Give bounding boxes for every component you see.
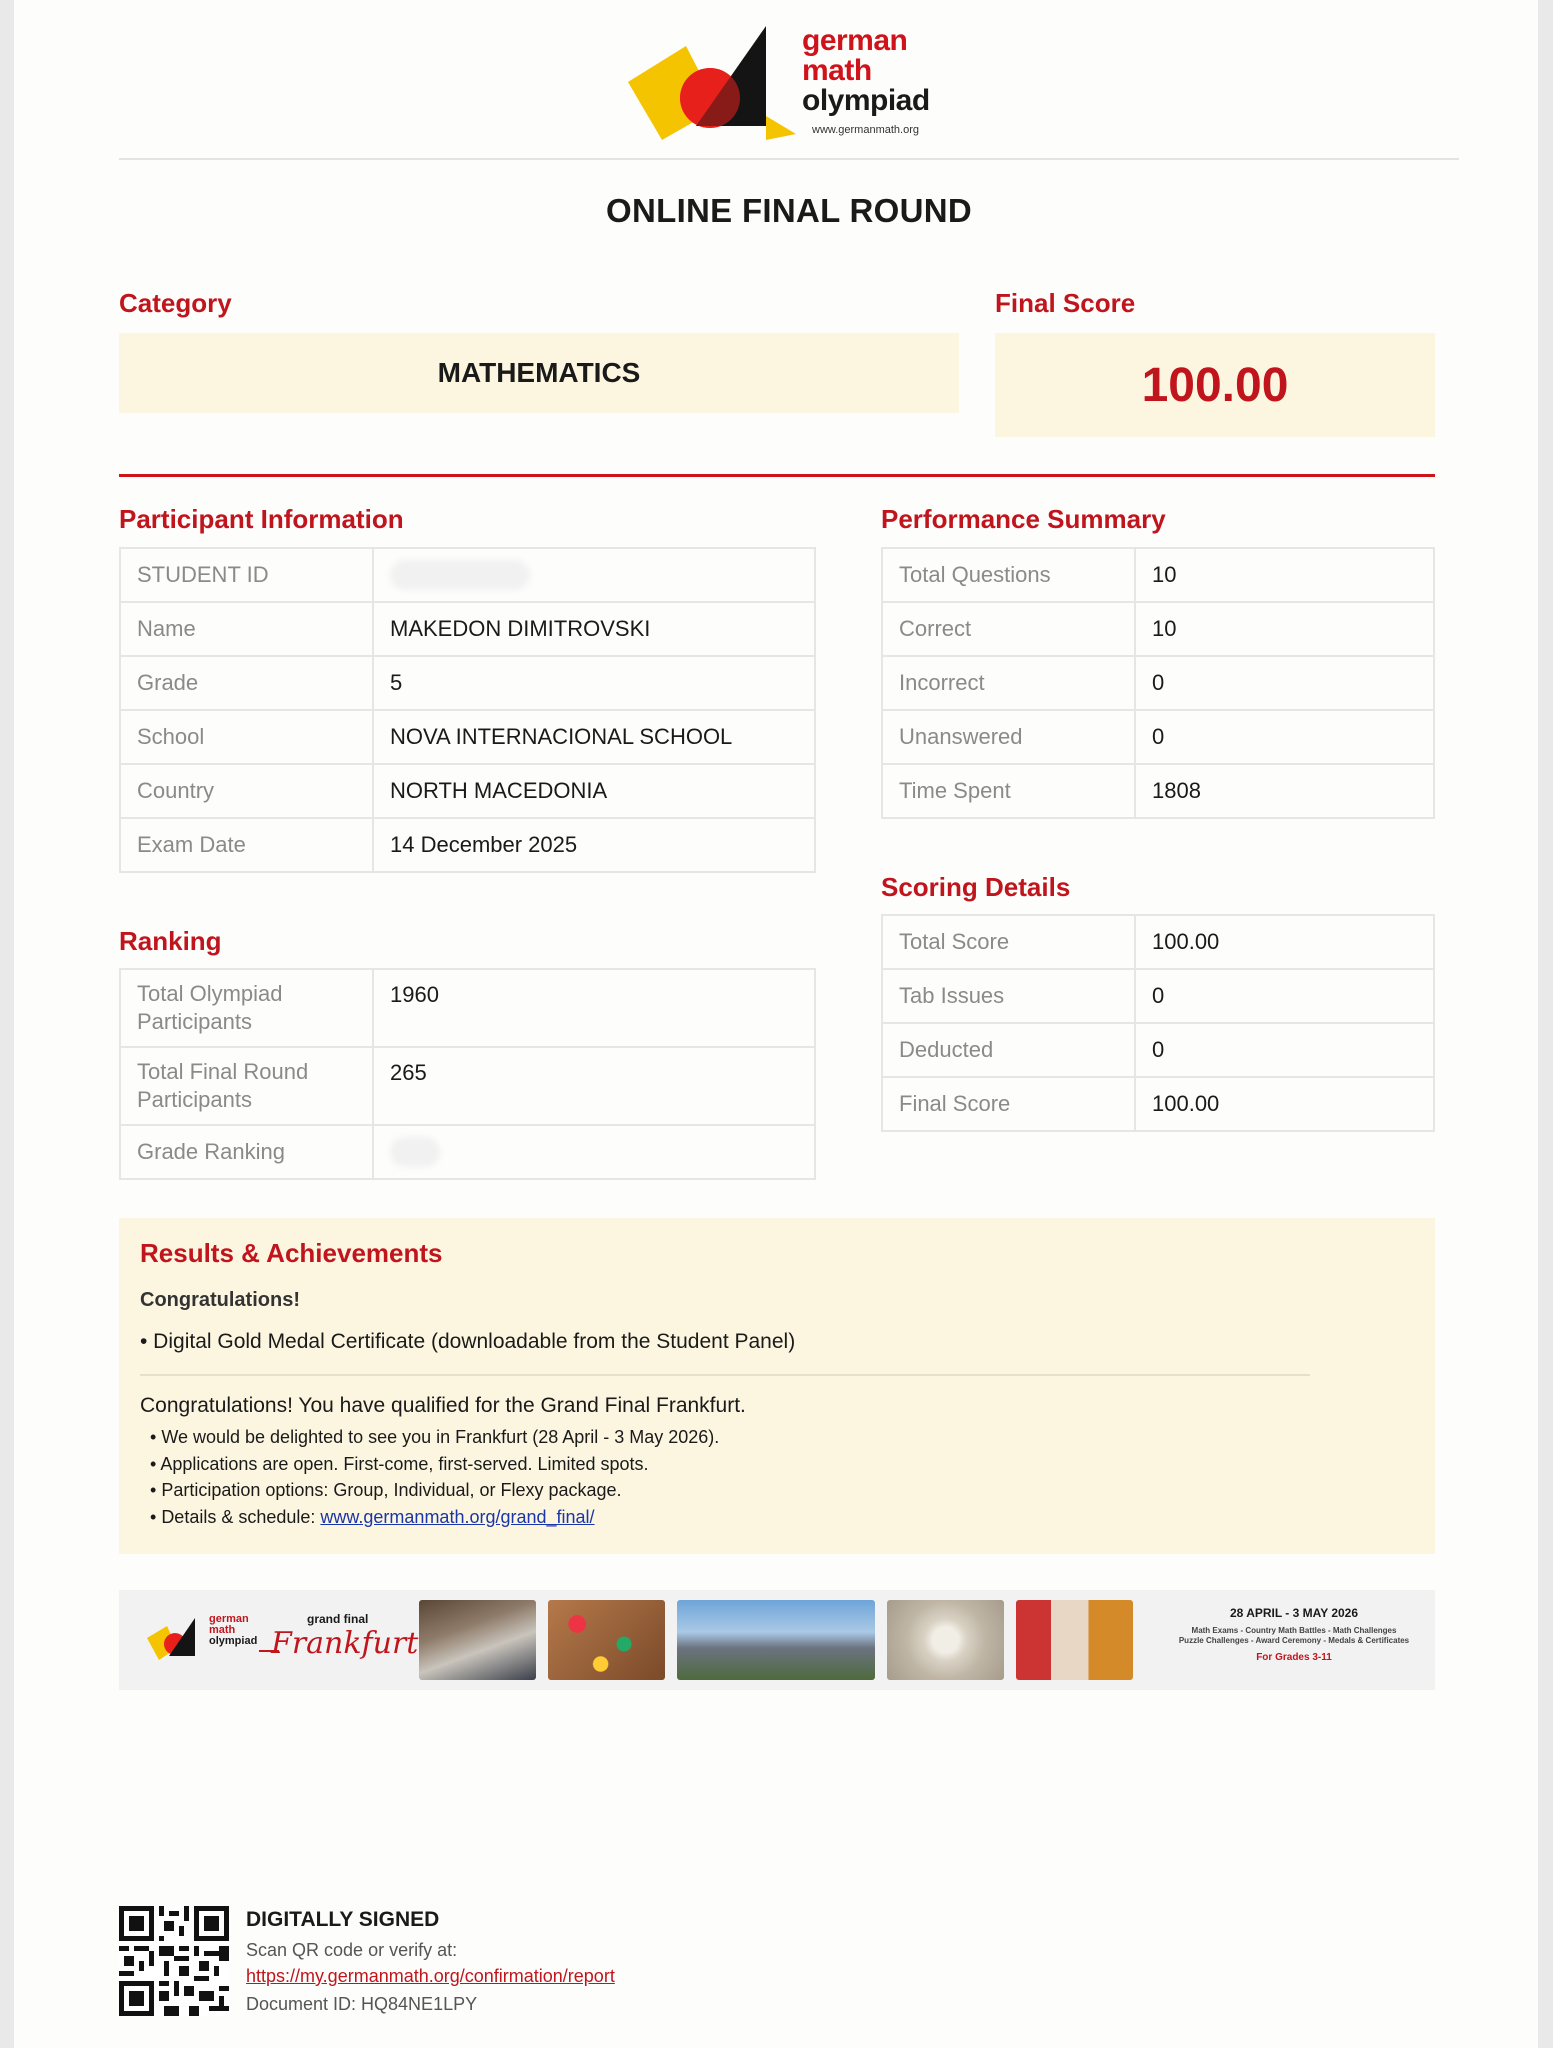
participant-info-table bbox=[119, 547, 816, 873]
final-score-value: 100.00 bbox=[995, 333, 1435, 437]
list-item: • Participation options: Group, Individual, or Flexy package. bbox=[150, 1477, 1340, 1504]
table-row bbox=[120, 656, 815, 710]
medalists-photo bbox=[1016, 1600, 1133, 1680]
exam-hall-photo bbox=[419, 1600, 536, 1680]
math-puzzle-photo bbox=[548, 1600, 665, 1680]
logo-line-2: math bbox=[802, 54, 872, 87]
scan-instructions: Scan QR code or verify at: bbox=[246, 1940, 458, 1960]
category-value: MATHEMATICS bbox=[119, 333, 959, 413]
header-divider bbox=[119, 158, 1459, 160]
banner-logo-text: german math olympiad bbox=[209, 1613, 258, 1647]
table-row bbox=[120, 710, 815, 764]
row-value: 1808 bbox=[1135, 764, 1434, 818]
math-art-photo bbox=[887, 1600, 1004, 1680]
category-label: Category bbox=[119, 288, 232, 318]
row-value: 10 bbox=[1135, 548, 1434, 602]
qr-code[interactable] bbox=[119, 1906, 229, 2016]
banner-dates: 28 APRIL - 3 MAY 2026 bbox=[1229, 1606, 1359, 1620]
row-value: 0 bbox=[1135, 656, 1434, 710]
banner-info bbox=[1154, 1606, 1434, 1663]
row-value: 100.00 bbox=[1135, 1077, 1434, 1131]
row-key: STUDENT ID bbox=[120, 548, 373, 602]
frankfurt-skyline-photo bbox=[677, 1600, 875, 1680]
redacted-mark bbox=[390, 560, 530, 590]
performance-summary-title: Performance Summary bbox=[881, 504, 1166, 534]
row-value: 0 bbox=[1135, 1023, 1434, 1077]
logo-url: www.germanmath.org bbox=[812, 124, 919, 136]
banner-logo-icon bbox=[147, 1616, 207, 1666]
table-row bbox=[120, 602, 815, 656]
performance-summary-table bbox=[881, 547, 1435, 819]
scoring-details-title: Scoring Details bbox=[881, 872, 1071, 902]
row-value: 100.00 bbox=[1135, 915, 1434, 969]
list-item: • Applications are open. First-come, first-served. Limited spots. bbox=[150, 1451, 1340, 1478]
congrats-text: Congratulations! bbox=[140, 1289, 300, 1311]
logo-graphic bbox=[626, 20, 806, 150]
row-key: Grade Ranking bbox=[120, 1125, 373, 1179]
row-key: Name bbox=[120, 602, 373, 656]
banner-grand-final: grand final bbox=[307, 1612, 369, 1626]
row-key: Incorrect bbox=[882, 656, 1135, 710]
banner-desc-2: Puzzle Challenges - Award Ceremony - Medals & Certificates bbox=[1178, 1636, 1410, 1645]
grade-ranking-value bbox=[373, 1125, 815, 1179]
redacted-mark bbox=[390, 1137, 440, 1167]
row-key: Total Olympiad Participants bbox=[120, 969, 373, 1047]
row-value: 265 bbox=[373, 1047, 815, 1125]
ranking-title: Ranking bbox=[119, 926, 222, 956]
row-key: Tab Issues bbox=[882, 969, 1135, 1023]
row-value: 1960 bbox=[373, 969, 815, 1047]
ranking-table bbox=[119, 968, 816, 1180]
grand-final-banner[interactable] bbox=[119, 1590, 1435, 1690]
table-row bbox=[120, 764, 815, 818]
scoring-details-table bbox=[881, 914, 1435, 1132]
logo-line-1: german bbox=[802, 24, 908, 57]
table-row bbox=[120, 1047, 815, 1125]
row-value: 5 bbox=[373, 656, 815, 710]
list-item: • We would be delighted to see you in Frankfurt (28 April - 3 May 2026). bbox=[150, 1424, 1340, 1451]
verification-link[interactable]: https://my.germanmath.org/confirmation/report bbox=[246, 1966, 615, 1986]
certificate-page bbox=[14, 0, 1538, 2048]
table-row bbox=[120, 818, 815, 872]
row-value: 0 bbox=[1135, 710, 1434, 764]
grand-final-link[interactable]: www.germanmath.org/grand_final/ bbox=[320, 1506, 595, 1527]
logo-wordmark bbox=[802, 26, 930, 116]
section-divider bbox=[119, 474, 1435, 477]
banner-desc-1: Math Exams - Country Math Battles - Math Challenges bbox=[1191, 1626, 1397, 1635]
row-key: Total Final Round Participants bbox=[120, 1047, 373, 1125]
document-id: Document ID: HQ84NE1LPY bbox=[246, 1994, 478, 2014]
row-key: Exam Date bbox=[120, 818, 373, 872]
table-row bbox=[882, 1023, 1434, 1077]
grand-final-list bbox=[140, 1424, 1340, 1530]
row-value: NORTH MACEDONIA bbox=[373, 764, 815, 818]
row-key: Deducted bbox=[882, 1023, 1135, 1077]
qr-code-icon bbox=[119, 1906, 229, 2016]
row-key: Grade bbox=[120, 656, 373, 710]
participant-info-title: Participant Information bbox=[119, 504, 404, 534]
banner-grades: For Grades 3-11 bbox=[1256, 1652, 1332, 1663]
table-row bbox=[882, 764, 1434, 818]
row-key: School bbox=[120, 710, 373, 764]
table-row bbox=[882, 656, 1434, 710]
row-key: Correct bbox=[882, 602, 1135, 656]
row-key: Country bbox=[120, 764, 373, 818]
table-row bbox=[120, 548, 815, 602]
table-row bbox=[120, 1125, 815, 1179]
final-score-label: Final Score bbox=[995, 288, 1136, 318]
results-panel bbox=[119, 1218, 1435, 1554]
table-row bbox=[882, 710, 1434, 764]
award-item: • Digital Gold Medal Certificate (downloadable from the Student Panel) bbox=[140, 1330, 796, 1353]
row-value: 14 December 2025 bbox=[373, 818, 815, 872]
row-key: Time Spent bbox=[882, 764, 1135, 818]
results-divider bbox=[140, 1374, 1310, 1376]
table-row bbox=[882, 602, 1434, 656]
page-title: ONLINE FINAL ROUND bbox=[606, 192, 972, 229]
table-row bbox=[120, 969, 815, 1047]
row-value: NOVA INTERNACIONAL SCHOOL bbox=[373, 710, 815, 764]
row-value: 10 bbox=[1135, 602, 1434, 656]
results-title: Results & Achievements bbox=[140, 1238, 443, 1268]
row-value: MAKEDON DIMITROVSKI bbox=[373, 602, 815, 656]
digitally-signed-label: DIGITALLY SIGNED bbox=[246, 1908, 440, 1931]
table-row bbox=[882, 915, 1434, 969]
table-row bbox=[882, 969, 1434, 1023]
row-key: Unanswered bbox=[882, 710, 1135, 764]
list-item: • Details & schedule: www.germanmath.org/grand_final/ bbox=[150, 1504, 1340, 1531]
logo-line-3: olympiad bbox=[802, 84, 930, 117]
table-row bbox=[882, 1077, 1434, 1131]
row-value: 0 bbox=[1135, 969, 1434, 1023]
row-key: Total Score bbox=[882, 915, 1135, 969]
student-id-value bbox=[373, 548, 815, 602]
brand-logo bbox=[626, 20, 946, 150]
row-key: Final Score bbox=[882, 1077, 1135, 1131]
table-row bbox=[882, 548, 1434, 602]
qualified-text: Congratulations! You have qualified for the Grand Final Frankfurt. bbox=[140, 1394, 746, 1417]
banner-city: Frankfurt bbox=[271, 1626, 419, 1661]
row-key: Total Questions bbox=[882, 548, 1135, 602]
